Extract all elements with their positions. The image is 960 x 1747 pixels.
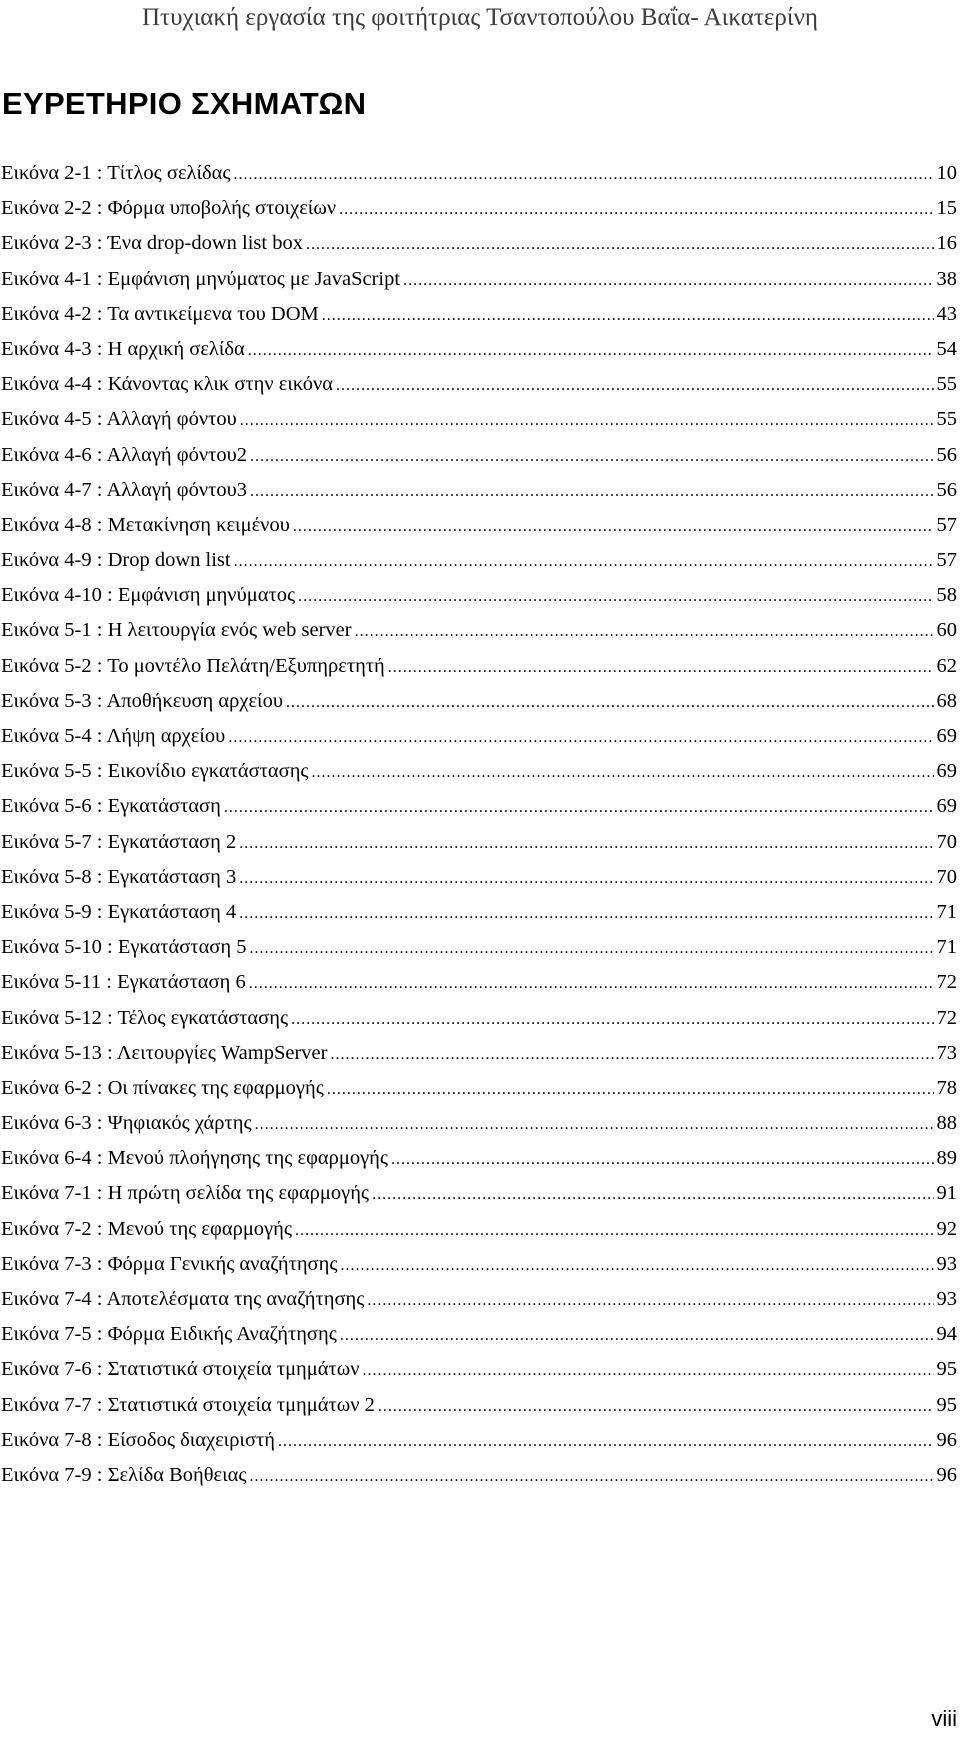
toc-entry-page: 71 — [936, 936, 957, 959]
toc-entry-page: 58 — [936, 584, 957, 607]
toc-entry[interactable] — [1, 226, 957, 261]
toc-entry-page: 62 — [936, 654, 957, 677]
toc-entry-label: Εικόνα 5-12 : Τέλος εγκατάστασης — [1, 1006, 289, 1029]
toc-entry-label: Εικόνα 4-8 : Μετακίνηση κειμένου — [1, 513, 290, 536]
dot-leader — [312, 755, 934, 790]
toc-entry-label: Εικόνα 5-4 : Λήψη αρχείου — [1, 725, 226, 747]
toc-entry-page: 10 — [936, 162, 957, 184]
toc-entry[interactable] — [1, 297, 957, 332]
toc-entry-page: 69 — [936, 725, 957, 747]
toc-entry-label: Εικόνα 5-7 : Εγκατάσταση 2 — [1, 830, 237, 853]
toc-entry-label: Εικόνα 5-6 : Εγκατάσταση — [1, 795, 221, 818]
toc-entry-page: 96 — [936, 1428, 957, 1451]
page-title: ΕΥΡΕΤΗΡΙΟ ΣΧΗΜΑΤΩΝ — [2, 86, 367, 121]
toc-entry[interactable] — [1, 1071, 957, 1106]
toc-entry[interactable] — [1, 1388, 957, 1423]
toc-entry-label: Εικόνα 5-3 : Αποθήκευση αρχείου — [1, 689, 283, 712]
toc-entry[interactable] — [1, 543, 957, 578]
dot-leader — [239, 826, 933, 861]
toc-entry-label: Εικόνα 5-1 : Η λειτουργία ενός web server — [1, 619, 352, 642]
toc-entry-page: 15 — [936, 197, 957, 220]
dot-leader — [340, 1248, 933, 1283]
toc-entry-page: 60 — [936, 619, 957, 642]
dot-leader — [249, 931, 933, 966]
toc-entry-label: Εικόνα 2-3 : Ένα drop-down list box — [1, 232, 303, 255]
toc-entry-page: 93 — [936, 1252, 957, 1275]
toc-entry[interactable] — [1, 895, 957, 930]
dot-leader — [363, 1353, 934, 1388]
toc-entry-page: 89 — [936, 1147, 957, 1170]
toc-entry-label: Εικόνα 7-2 : Μενού της εφαρμογής — [1, 1217, 292, 1240]
toc-entry-page: 68 — [936, 689, 957, 712]
toc-entry-page: 56 — [936, 478, 957, 501]
toc-entry[interactable] — [1, 930, 957, 965]
toc-entry-page: 96 — [936, 1463, 957, 1486]
toc-entry-page: 92 — [936, 1217, 957, 1240]
dot-leader — [403, 263, 933, 298]
toc-entry[interactable] — [1, 1141, 957, 1176]
dot-leader — [298, 579, 933, 614]
toc-entry-label: Εικόνα 6-2 : Οι πίνακες της εφαρμογής — [1, 1076, 324, 1099]
dot-leader — [255, 1107, 934, 1142]
toc-entry-label: Εικόνα 5-2 : Το μοντέλο Πελάτη/Εξυπηρετητή — [1, 654, 385, 677]
toc-entry[interactable] — [1, 860, 957, 895]
toc-entry[interactable] — [1, 1282, 957, 1317]
dot-leader — [355, 614, 934, 649]
dot-leader — [234, 157, 934, 192]
dot-leader — [336, 368, 933, 403]
dot-leader — [327, 1072, 934, 1107]
toc-entry[interactable] — [1, 1423, 957, 1458]
toc-entry[interactable] — [1, 649, 957, 684]
toc-entry-page: 38 — [936, 267, 957, 290]
toc-entry[interactable] — [1, 578, 957, 613]
toc-entry-page: 16 — [936, 232, 957, 255]
toc-entry[interactable] — [1, 613, 957, 648]
dot-leader — [250, 474, 933, 509]
toc-entry-page: 69 — [936, 795, 957, 818]
toc-entry[interactable] — [1, 191, 957, 226]
toc-entry[interactable] — [1, 332, 957, 367]
toc-entry-label: Εικόνα 7-9 : Σελίδα Βοήθειας — [1, 1463, 247, 1486]
dot-leader — [391, 1142, 933, 1177]
dot-leader — [293, 509, 934, 544]
dot-leader — [239, 861, 933, 896]
dot-leader — [286, 685, 934, 720]
dot-leader — [372, 1177, 933, 1212]
toc-entry[interactable] — [1, 508, 957, 543]
toc-entry-page: 93 — [936, 1288, 957, 1310]
toc-entry[interactable] — [1, 1212, 957, 1247]
toc-entry-page: 72 — [936, 1006, 957, 1029]
toc-entry-label: Εικόνα 4-9 : Drop down list — [1, 549, 231, 572]
toc-entry-label: Εικόνα 7-4 : Αποτελέσματα της αναζήτησης — [1, 1288, 365, 1310]
toc-entry[interactable] — [1, 1458, 957, 1493]
dot-leader — [322, 298, 934, 333]
toc-entry-page: 91 — [936, 1182, 957, 1205]
toc-entry-label: Εικόνα 5-8 : Εγκατάσταση 3 — [1, 865, 237, 888]
toc-entry-label: Εικόνα 6-3 : Ψηφιακός χάρτης — [1, 1112, 252, 1135]
toc-entry[interactable] — [1, 402, 957, 437]
toc-entry[interactable] — [1, 684, 957, 719]
toc-entry-page: 88 — [936, 1112, 957, 1135]
toc-entry-label: Εικόνα 7-3 : Φόρμα Γενικής αναζήτησης — [1, 1252, 338, 1275]
toc-entry[interactable] — [1, 473, 957, 508]
toc-entry-label: Εικόνα 5-5 : Εικονίδιο εγκατάστασης — [1, 760, 309, 783]
dot-leader — [340, 1318, 934, 1353]
toc-entry-label: Εικόνα 7-5 : Φόρμα Ειδικής Αναζήτησης — [1, 1323, 337, 1346]
toc-entry-page: 57 — [936, 549, 957, 572]
toc-entry-label: Εικόνα 2-1 : Τίτλος σελίδας — [1, 162, 231, 184]
dot-leader — [248, 333, 934, 368]
toc-entry[interactable] — [1, 1036, 957, 1071]
dot-leader — [330, 1037, 933, 1072]
toc-entry[interactable] — [1, 719, 957, 754]
toc-entry[interactable] — [1, 1176, 957, 1211]
toc-entry[interactable] — [1, 1317, 957, 1352]
toc-entry-label: Εικόνα 4-5 : Αλλαγή φόντου — [1, 408, 237, 431]
dot-leader — [249, 966, 934, 1001]
toc-entry-page: 95 — [936, 1393, 957, 1416]
dot-leader — [224, 790, 934, 825]
toc-entry-label: Εικόνα 5-11 : Εγκατάσταση 6 — [1, 971, 246, 994]
toc-entry-label: Εικόνα 4-3 : Η αρχική σελίδα — [1, 337, 245, 360]
toc-entry-page: 72 — [936, 971, 957, 994]
dot-leader — [234, 544, 934, 579]
toc-entry-page: 70 — [936, 830, 957, 853]
toc-entry-page: 95 — [936, 1358, 957, 1381]
dot-leader — [339, 192, 933, 227]
figure-index-list — [1, 156, 957, 1493]
page-number: viii — [931, 1706, 957, 1731]
toc-entry[interactable] — [1, 262, 957, 297]
toc-entry[interactable] — [1, 965, 957, 1000]
dot-leader — [250, 1459, 934, 1494]
toc-entry-page: 55 — [936, 408, 957, 431]
toc-entry[interactable] — [1, 754, 957, 789]
toc-entry-label: Εικόνα 4-2 : Τα αντικείμενα του DOM — [1, 302, 319, 325]
dot-leader — [228, 720, 933, 755]
dot-leader — [367, 1283, 933, 1318]
dot-leader — [250, 439, 933, 474]
toc-entry[interactable] — [1, 438, 957, 473]
toc-entry[interactable] — [1, 156, 957, 191]
dot-leader — [240, 403, 934, 438]
toc-entry[interactable] — [1, 1247, 957, 1282]
toc-entry-page: 43 — [936, 302, 957, 325]
running-header: Πτυχιακή εργασία της φοιτήτριας Τσαντοπούλου Βαΐα- Αικατερίνη — [142, 4, 818, 31]
toc-entry[interactable] — [1, 825, 957, 860]
toc-entry-page: 56 — [936, 443, 957, 466]
toc-entry[interactable] — [1, 1001, 957, 1036]
toc-entry-label: Εικόνα 2-2 : Φόρμα υποβολής στοιχείων — [1, 197, 337, 220]
toc-entry-label: Εικόνα 4-10 : Εμφάνιση μηνύματος — [1, 584, 296, 607]
toc-entry-label: Εικόνα 7-8 : Είσοδος διαχειριστή — [1, 1428, 275, 1451]
toc-entry-label: Εικόνα 4-4 : Κάνοντας κλικ στην εικόνα — [1, 373, 334, 396]
toc-entry-page: 69 — [936, 760, 957, 783]
dot-leader — [388, 650, 934, 685]
toc-entry-page: 55 — [936, 373, 957, 396]
toc-entry-page: 54 — [936, 337, 957, 360]
toc-entry-label: Εικόνα 6-4 : Μενού πλοήγησης της εφαρμογής — [1, 1147, 389, 1170]
dot-leader — [291, 1002, 933, 1037]
toc-entry-label: Εικόνα 5-13 : Λειτουργίες WampServer — [1, 1041, 328, 1064]
dot-leader — [306, 227, 934, 262]
toc-entry-label: Εικόνα 7-1 : Η πρώτη σελίδα της εφαρμογής — [1, 1182, 370, 1205]
toc-entry[interactable] — [1, 1106, 957, 1141]
dot-leader — [239, 896, 933, 931]
toc-entry-page: 94 — [936, 1323, 957, 1346]
toc-entry[interactable] — [1, 367, 957, 402]
toc-entry-label: Εικόνα 4-6 : Αλλαγή φόντου2 — [1, 443, 248, 466]
toc-entry[interactable] — [1, 1352, 957, 1387]
dot-leader — [278, 1424, 934, 1459]
toc-entry-label: Εικόνα 4-7 : Αλλαγή φόντου3 — [1, 478, 248, 501]
toc-entry-label: Εικόνα 7-6 : Στατιστικά στοιχεία τμημάτων — [1, 1358, 360, 1381]
toc-entry-page: 70 — [936, 865, 957, 888]
toc-entry-label: Εικόνα 5-10 : Εγκατάσταση 5 — [1, 936, 247, 959]
dot-leader — [378, 1389, 934, 1424]
toc-entry-label: Εικόνα 4-1 : Εμφάνιση μηνύματος με JavaScript — [1, 267, 401, 290]
toc-entry-page: 71 — [936, 900, 957, 923]
toc-entry[interactable] — [1, 789, 957, 824]
dot-leader — [295, 1213, 934, 1248]
toc-entry-label: Εικόνα 7-7 : Στατιστικά στοιχεία τμημάτων 2 — [1, 1393, 375, 1416]
toc-entry-page: 78 — [936, 1076, 957, 1099]
toc-entry-page: 57 — [936, 513, 957, 536]
toc-entry-label: Εικόνα 5-9 : Εγκατάσταση 4 — [1, 900, 237, 923]
toc-entry-page: 73 — [936, 1041, 957, 1064]
